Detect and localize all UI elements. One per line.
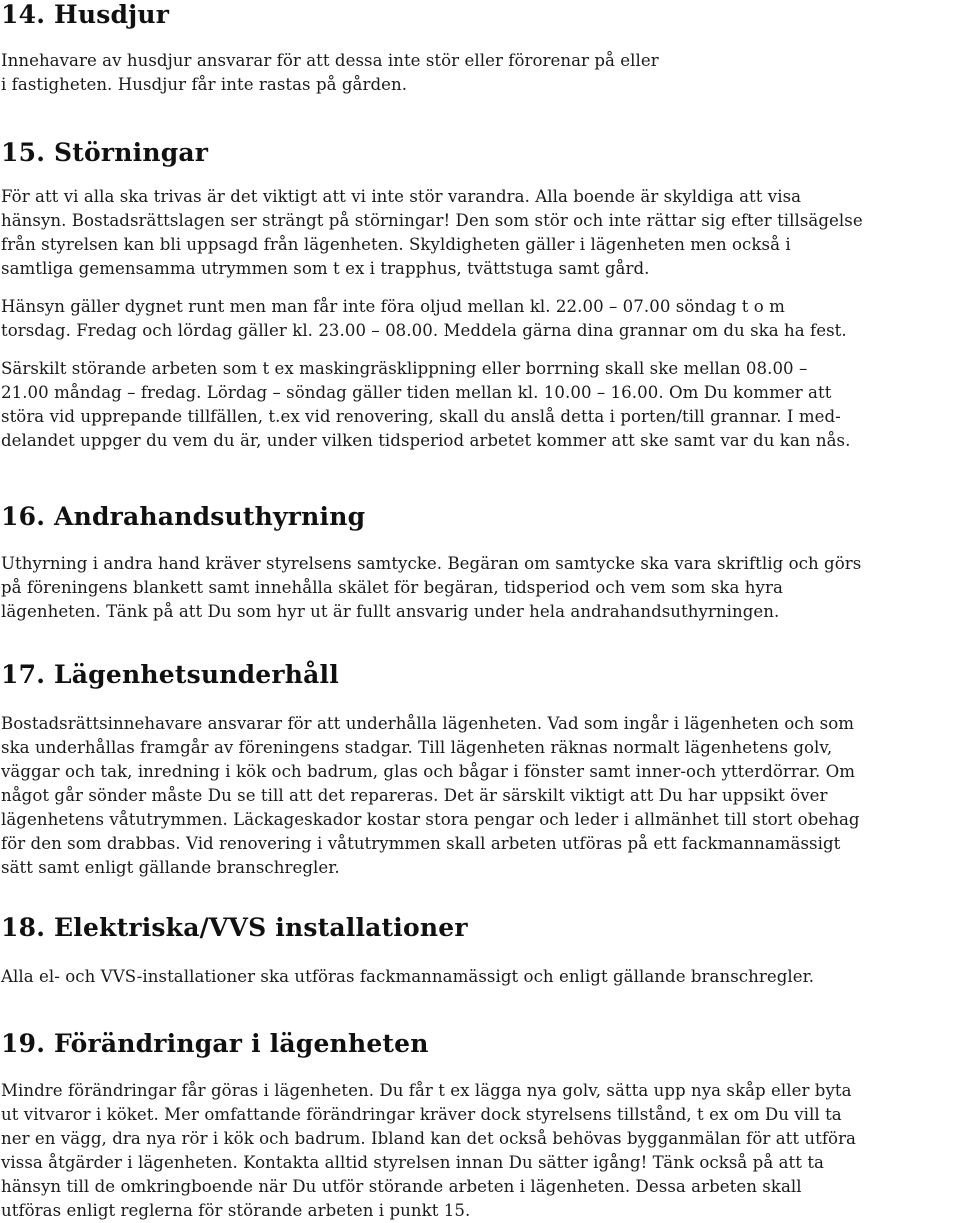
text-line: Uthyrning i andra hand kräver styrelsens samtycke. Begäran om samtycke ska vara skriftlig och görs xyxy=(1,554,862,573)
text-line: Alla el- och VVS-installationer ska utföras fackmannamässigt och enligt gällande branschregler. xyxy=(1,967,815,986)
section-husdjur xyxy=(1,0,956,97)
text-line: vissa åtgärder i lägenheten. Kontakta alltid styrelsen innan Du sätter igång! Tänk också på att ta xyxy=(1,1153,824,1172)
text-line: från styrelsen kan bli uppsagd från lägenheten. Skyldigheten gäller i lägenheten men också i xyxy=(1,235,791,254)
paragraph xyxy=(1,295,956,343)
text-line: samtliga gemensamma utrymmen som t ex i trapphus, tvättstuga samt gård. xyxy=(1,259,650,278)
section-heading: 17. Lägenhetsunderhåll xyxy=(1,660,339,689)
text-line: Bostadsrättsinnehavare ansvarar för att underhålla lägenheten. Vad som ingår i lägenheten och som xyxy=(1,714,855,733)
text-line: väggar och tak, inredning i kök och badrum, glas och bågar i fönster samt inner-och ytterdörrar. Om xyxy=(1,762,856,781)
section-forandringar xyxy=(1,1029,956,1223)
text-line: störa vid upprepande tillfällen, t.ex vid renovering, skall du anslå detta i porten/till grannar. I med- xyxy=(1,407,841,426)
text-line: lägenhetens våtutrymmen. Läckageskador kostar stora pengar och leder i allmänhet till stort obehag xyxy=(1,810,860,829)
paragraph xyxy=(1,1079,956,1223)
text-line: Hänsyn gäller dygnet runt men man får inte föra oljud mellan kl. 22.00 – 07.00 söndag t o m xyxy=(1,297,785,316)
section-heading: 18. Elektriska/VVS installationer xyxy=(1,913,468,942)
text-line: något går sönder måste Du se till att det repareras. Det är särskilt viktigt att Du har uppsikt över xyxy=(1,786,828,805)
text-line: Mindre förändringar får göras i lägenheten. Du får t ex lägga nya golv, sätta upp nya skåp eller byta xyxy=(1,1081,852,1100)
text-line: ner en vägg, dra nya rör i kök och badrum. Ibland kan det också behövas bygganmälan för att utföra xyxy=(1,1129,857,1148)
paragraph xyxy=(1,965,956,989)
paragraph xyxy=(1,185,956,281)
text-line: lägenheten. Tänk på att Du som hyr ut är fullt ansvarig under hela andrahandsuthyrningen. xyxy=(1,602,780,621)
text-line: Innehavare av husdjur ansvarar för att dessa inte stör eller förorenar på eller xyxy=(1,51,659,70)
text-line: sätt samt enligt gällande branschregler. xyxy=(1,858,340,877)
paragraph xyxy=(1,357,956,453)
text-line: För att vi alla ska trivas är det viktigt att vi inte stör varandra. Alla boende är skyldiga att visa xyxy=(1,187,802,206)
text-line: 21.00 måndag – fredag. Lördag – söndag gäller tiden mellan kl. 10.00 – 16.00. Om Du kommer att xyxy=(1,383,832,402)
text-line: hänsyn. Bostadsrättslagen ser strängt på störningar! Den som stör och inte rättar sig efter tillsägelse xyxy=(1,211,863,230)
paragraph xyxy=(1,712,956,880)
text-line: på föreningens blankett samt innehålla skälet för begäran, tidsperiod och vem som ska hyra xyxy=(1,578,783,597)
section-heading: 15. Störningar xyxy=(1,138,209,167)
text-line: utföras enligt reglerna för störande arbeten i punkt 15. xyxy=(1,1201,471,1220)
section-storningar xyxy=(1,138,956,453)
section-lagenhetsunderhall xyxy=(1,660,956,880)
text-line: för den som drabbas. Vid renovering i våtutrymmen skall arbeten utföras på ett fackmannamässigt xyxy=(1,834,841,853)
section-andrahandsuthyrning xyxy=(1,502,956,624)
section-heading: 19. Förändringar i lägenheten xyxy=(1,1029,429,1058)
paragraph xyxy=(1,49,956,97)
text-line: ut vitvaror i köket. Mer omfattande förändringar kräver dock styrelsens tillstånd, t ex om Du vill ta xyxy=(1,1105,842,1124)
text-line: hänsyn till de omkringboende när Du utför störande arbeten i lägenheten. Dessa arbeten skall xyxy=(1,1177,802,1196)
paragraph xyxy=(1,552,956,624)
text-line: Särskilt störande arbeten som t ex maskingräsklippning eller borrning skall ske mellan 08.00 – xyxy=(1,359,808,378)
section-heading: 16. Andrahandsuthyrning xyxy=(1,502,366,531)
text-line: delandet uppger du vem du är, under vilken tidsperiod arbetet kommer att ske samt var du kan nås. xyxy=(1,431,851,450)
text-line: ska underhållas framgår av föreningens stadgar. Till lägenheten räknas normalt lägenhetens golv, xyxy=(1,738,833,757)
text-line: torsdag. Fredag och lördag gäller kl. 23.00 – 08.00. Meddela gärna dina grannar om du ska ha fest. xyxy=(1,321,847,340)
section-heading: 14. Husdjur xyxy=(1,0,170,29)
section-elektriska-vvs xyxy=(1,913,956,989)
text-line: i fastigheten. Husdjur får inte rastas på gården. xyxy=(1,75,408,94)
